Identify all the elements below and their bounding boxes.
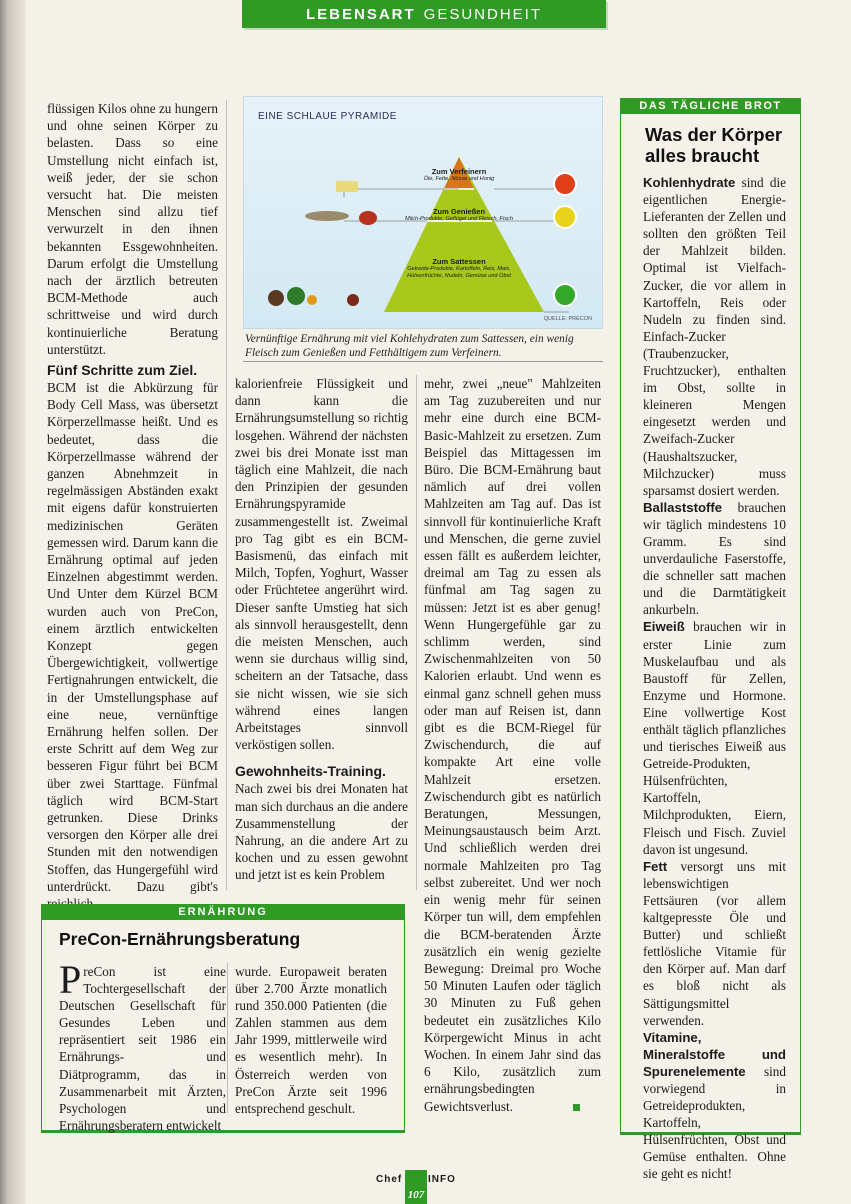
brand-chef: Chef bbox=[376, 1174, 403, 1185]
binding-shadow bbox=[0, 0, 26, 1204]
page-footer bbox=[376, 1170, 496, 1204]
divider bbox=[243, 361, 603, 362]
figure-source: QUELLE: PRECON bbox=[543, 316, 592, 322]
pasta-icon bbox=[307, 295, 317, 305]
nutrient-entry: Vitamine, Mineralstoffe und Spurenelemente sind vorwiegend in Getreideprodukten, Kartoffeln, Hülsenfrüchten, Obst und Gemüse enthalten. Ohne sie geht es nicht! bbox=[643, 1029, 786, 1182]
figure-caption: Vernünftige Ernährung mit viel Kohlehydraten zum Sattessen, ein wenig Fleisch zum Genießen und Fetthältigem zum Verfeinern. bbox=[245, 333, 574, 359]
paragraph: BCM ist die Abkürzung für Body Cell Mass, was übersetzt Körperzellmasse heißt. Und es bedeutet, dass die Körperzellmasse während der ganzen Abnehmzeit in regelmässigen Abständen exakt mit eigens dafür konstruierten medizinischen Geräten gemessen wird. Darum kann die Ernährung optimal auf jeden Einzelnen abgestimmt werden. Und Unter dem Kürzel BCM wurden auch von PreCon, einem ärztlich entwickelten Konzept gegen Übergewichtigkeit, vollwertige Fertignahrungen entwickelt, die in der Umstellungsphase auf eine neue, vernünftige Ernährung helfen sollen. Der erste Schritt auf dem Weg zur besseren Figur führt bei BCM über zwei Starttage. Fünfmal täglich wird BCM-Start getrunken. Diese Drinks versorgen den Körper alle drei Stunden mit den notwendigen Stoffen, das Hungergefühl wird unterdrückt. Dazu gibt's bbox=[47, 380, 218, 894]
nutrition-sidebar bbox=[620, 98, 801, 1182]
broccoli-icon bbox=[287, 287, 305, 305]
box-header: ERNÄHRUNG bbox=[42, 905, 404, 920]
figure-title: EINE SCHLAUE PYRAMIDE bbox=[258, 111, 397, 122]
drop-cap: P bbox=[59, 957, 82, 1002]
subsection-name: GESUNDHEIT bbox=[423, 5, 542, 23]
column-a-body bbox=[47, 358, 218, 912]
paragraph: mehr, zwei „neue" Mahlzeiten am Tag zuzubereiten und nur mehr eine durch eine BCM-Basic-Mahlzeit zu ersetzen. Zum Beispiel das Mittagessen im Büro. Die BCM-Ernährung baut nämlich auf drei vollen Mahlzeiten am Tag auf. Das ist sinnvoll für kontinuierliche Kraft und Menschen, die gerne zuviel essen fällt es außerdem leichter, dreimal am Tag zu essen als fünfmal am Tag sagen zu müssen: Jetzt ist es aber genug! Wenn Hungergefühle gar zu schlimm werden, sind Zwischenmahlzeiten von 50 Kalorien erlaubt. Und wenn es einmal ganz schnell gehen muss oder man auf Reisen ist, dann gibt es die BCM-Riegel für Zwischendurch, die auf kompakte Art eine volle Mahlzeit ersetzen. Zwischendurch gibt es natürlich Beratungen, Messungen, Meinungsaustausch beim Arzt. Und schließlich werden drei normale Mahlzeiten pro Tag selbst zubereitet. Und wer noch ein wenig mehr für seinen Körper tun will, dem empfehlen die BCM-beratenden Ärzte zusätzlich ein wenig gezielte Bewegung: Dreimal pro Woche 50 Minuten Laufen oder täglich 30 Minuten zu Fuß gehen bedeutet ein zusätzliches Kilo Körpergewicht Minus in acht Wochen. In einem Jahr sind das 6 Kilo, zusätzlich zum ernährungsbedingten Gewichtsverlust. bbox=[424, 376, 601, 1114]
yellow-dot-icon bbox=[554, 206, 576, 228]
box-column-1: PreCon ist eine Tochtergesellschaft der Deutschen Gesellschaft für Gesundes Leben und repräsentiert seit 1986 ein Ernährungs- und Diätprogramm, das in Zusammenarbeit mit Ärzten, Psychologen und Ernährungsberatern entwickelt bbox=[59, 957, 226, 1133]
column-a-top bbox=[47, 100, 218, 358]
column-divider bbox=[227, 963, 228, 1113]
nutrient-entry: Ballaststoffe brauchen wir täglich mindestens 10 Gramm. Es sind unverdauliche Faserstoffe, die schneller satt machen und die Darmtätigkeit ankurbeln. bbox=[643, 499, 786, 618]
page-number: 107 bbox=[405, 1170, 427, 1204]
bean-icon bbox=[347, 294, 359, 306]
tier-label-top: Zum Verfeinern Öle, Fette, Nüsse und Honig bbox=[423, 167, 495, 182]
section-banner bbox=[242, 0, 606, 28]
red-dot-icon bbox=[554, 173, 576, 195]
butter-icon bbox=[336, 181, 358, 192]
subheading: Fünf Schritte zum Ziel. bbox=[47, 362, 198, 378]
brand-info: INFO bbox=[428, 1174, 456, 1185]
section-name: LEBENSART bbox=[305, 5, 416, 23]
nutrient-entry: Fett versorgt uns mit lebenswichtigen Fettsäuren (vor allem kaltgepresste Öle und Butter) und schließt fettlösliche Vitamie für den Körper auf. Man darf es bloß nicht als Sättigungsmittel verwenden. bbox=[643, 858, 786, 1028]
fish-icon bbox=[305, 211, 349, 221]
paragraph: Nach zwei bis drei Monaten hat man sich durchaus an die andere Zusammenstellung der Nahrung, an die andere Art zu kochen und zu essen gewohnt und jetzt ist es kein Problem bbox=[235, 781, 408, 883]
pyramid-figure bbox=[243, 96, 603, 329]
potato-icon bbox=[268, 290, 284, 306]
green-dot-icon bbox=[554, 284, 576, 306]
nutrient-entry: Eiweiß brauchen wir in erster Linie zum Muskelaufbau und als Baustoff für Zellen, Enzyme und Hormone. Eine vollwertige Kost enthält täglich pflanzliches und tierisches Eiweiß aus Getreide-Produkten, Hülsenfrüchten, Kartoffeln, Milchprodukten, Eiern, Fleisch und Fisch. Zuviel davon ist ungesund. bbox=[643, 619, 786, 857]
box-title: PreCon-Ernährungsberatung bbox=[59, 929, 301, 949]
paragraph: kalorienfreie Flüssigkeit und dann kann die Ernährungsumstellung so richtig losgehen. Während der nächsten zwei bis drei Monate isst man täglich eine Mahlzeit, die nach den Prinzipien der gesunden Ernährungspyramide zusammengestellt ist. Zweimal pro Tag gibt es ein BCM-Basismenü, das einfach mit Milch, Topfen, Yoghurt, Wasser oder Früchtetee angerührt wird. Dieser sanfte Umstieg hat sich als sinnvoll herausgestellt, denn die meisten Menschen, auch wenn sie durchaus willig sind, scheitern an der Tatsache, dass sie nicht wissen, wie sie sich während eines langen Arbeitstages sinnvoll verköstigen sollen. bbox=[235, 376, 408, 753]
tier-label-middle: Zum Genießen Milch-Produkte, Geflügel und Fleisch, Fisch bbox=[405, 207, 513, 222]
meat-icon bbox=[359, 211, 377, 225]
column-divider bbox=[416, 375, 417, 890]
column-b bbox=[235, 375, 408, 884]
tier-label-bottom: Zum Sattessen Getreide-Produkte, Kartoffeln, Reis, Mais, Hülsenfrüchte, Nudeln, Gemüse und Obst bbox=[407, 257, 511, 279]
box-column-2: wurde. Europaweit beraten über 2.700 Ärzte monatlich rund 350.000 Patienten (die Zahlen stammen aus dem Jahr 1999, mittlerweile wird es wesentlich mehr). In Österreich werden von PreCon Ärzte seit 1996 entsprechend geschult. bbox=[235, 964, 387, 1116]
sidebar-title: Was der Körper alles braucht bbox=[645, 124, 783, 166]
column-divider bbox=[226, 100, 227, 890]
precon-info-box bbox=[41, 904, 405, 1133]
column-c bbox=[424, 375, 601, 1115]
nutrient-entry: Kohlenhydrate sind die eigentlichen Energie-Lieferanten der Zellen und sollten den größten Teil der Mahlzeit bilden. Optimal ist Vielfach-Zucker, die vor allem in Kartoffeln, Reis oder Nudeln zu finden sind. Einfach-Zucker (Traubenzucker, Fruchtzucker), enthalten im Obst, sollte in kleineren Mengen eingesetzt werden und Zweifach-Zucker (Haushaltszucker, Milchzucker) muss sparsamst dosiert werden. bbox=[643, 175, 786, 498]
paragraph: flüssigen Kilos ohne zu hungern und ohne seinen Körper zu belasten. Dass so eine Umstellung nicht einfach ist, weiß jeder, der sie schon versucht hat. Die meisten Menschen sind allzu tief verwurzelt in den ihnen bekannten Essgewohnheiten. Darum erfolgt die Umstellung nach der ärztlich betreuten BCM-Methode auch schrittweise und wird durch kontinuierliche Beratung unterstützt. bbox=[47, 101, 218, 357]
end-mark-icon bbox=[573, 1104, 580, 1111]
sidebar-body bbox=[621, 166, 800, 1183]
sidebar-header: DAS TÄGLICHE BROT bbox=[621, 99, 800, 114]
subheading: Gewohnheits-Training. bbox=[235, 763, 386, 780]
